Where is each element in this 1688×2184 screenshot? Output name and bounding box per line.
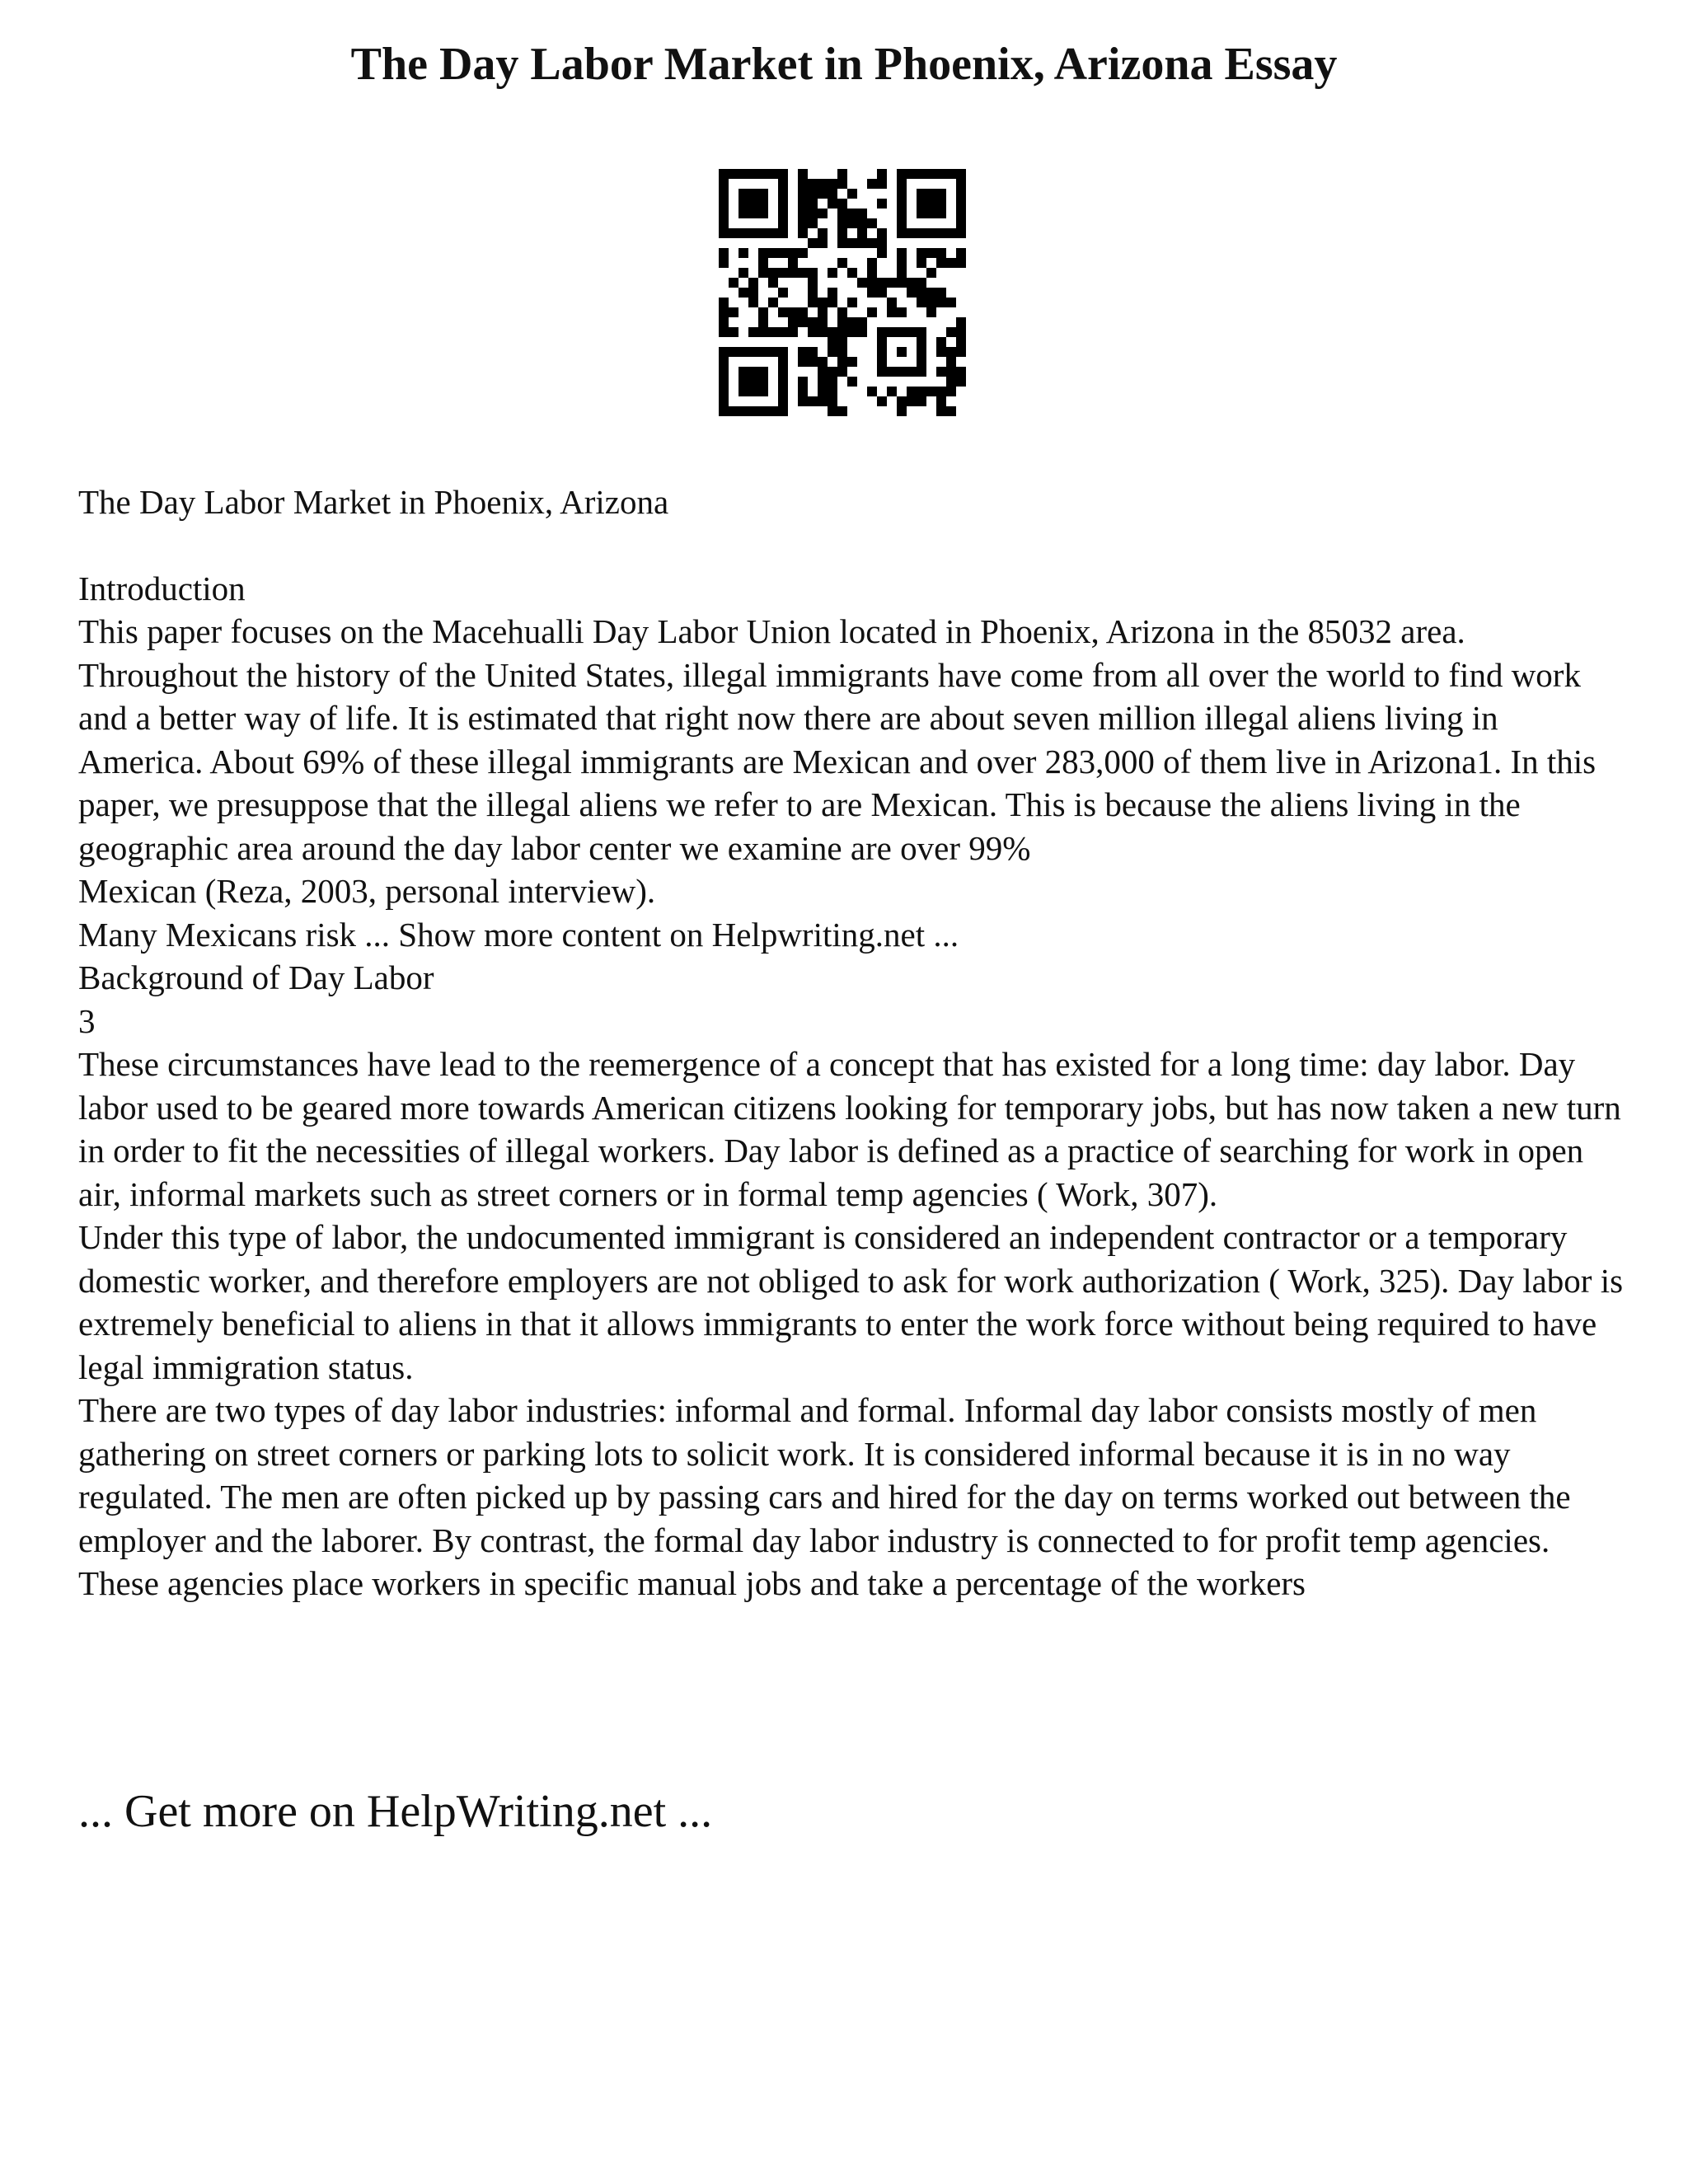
document-body — [78, 480, 1628, 1605]
qr-code-icon — [719, 169, 966, 416]
paragraph: There are two types of day labor industries: informal and formal. Informal day labor consists mostly of men gathering on street corners or parking lots to solicit work. It is considered informal because it is in no way regulated. The men are often picked up by passing cars and hired for the day on terms worked out between the employer and the laborer. By contrast, the formal day labor industry is connected to for profit temp agencies. These agencies place workers in specific manual jobs and take a percentage of the workers — [78, 1391, 1571, 1602]
section-heading-background: Background of Day Labor — [78, 958, 434, 996]
body-heading: The Day Labor Market in Phoenix, Arizona — [78, 483, 669, 521]
section-heading-introduction: Introduction — [78, 569, 246, 607]
show-more-line: Many Mexicans risk ... Show more content on Helpwriting.net ... — [78, 915, 959, 954]
paragraph: Mexican (Reza, 2003, personal interview). — [78, 872, 656, 910]
page-title: The Day Labor Market in Phoenix, Arizona Essay — [350, 39, 1338, 90]
paragraph-gap — [78, 524, 1628, 567]
paragraph: These circumstances have lead to the reemergence of a concept that has existed for a long time: day labor. Day labor used to be geared more towards American citizens looking for temporary jobs, but has now taken a new turn in order to fit the necessities of illegal workers. Day labor is defined as a practice of searching for work in open air, informal markets such as street corners or in formal temp agencies ( Work, 307). — [78, 1045, 1621, 1213]
paragraph: This paper focuses on the Macehualli Day Labor Union located in Phoenix, Arizona in the 85032 area. Throughout the history of the United States, illegal immigrants have come from all over the world to find work and a better way of life. It is estimated that right now there are about seven million illegal aliens living in America. About 69% of these illegal immigrants are Mexican and over 283,000 of them live in Arizona1. In this paper, we presuppose that the illegal aliens we refer to are Mexican. This is because the aliens living in the geographic area around the day labor center we examine are over 99% — [78, 612, 1597, 867]
paragraph: Under this type of labor, the undocumented immigrant is considered an independent contractor or a temporary domestic worker, and therefore employers are not obliged to ask for work authorization ( Work, 325). Day labor is extremely beneficial to aliens in that it allows immigrants to enter the work force without being required to have legal immigration status. — [78, 1218, 1624, 1386]
page-number: 3 — [78, 1001, 96, 1040]
get-more-link[interactable]: ... Get more on HelpWriting.net ... — [78, 1786, 713, 1837]
